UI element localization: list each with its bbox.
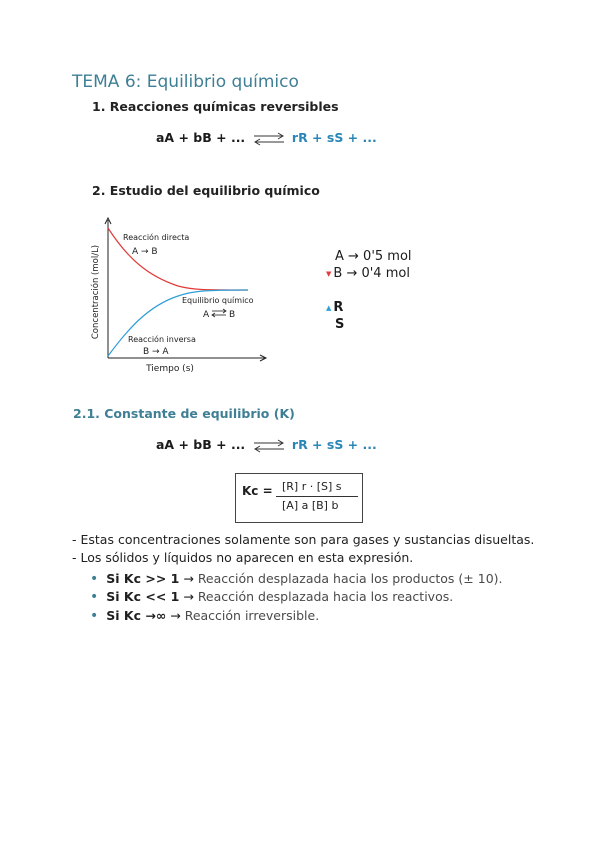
inverse-reaction-label: Reacción inversa — [128, 335, 196, 344]
kc-condition: Si Kc << 1 — [106, 589, 180, 604]
direct-reaction-eq: A → B — [132, 247, 158, 257]
kc-denominator: [A] a [B] b — [282, 499, 339, 512]
bullet-dot-icon: • — [90, 571, 99, 587]
equilibrium-arrows-icon — [252, 439, 286, 453]
kc-formula-box — [235, 473, 363, 523]
reaction-reactants: aA + bB + ... — [156, 130, 246, 145]
y-axis-label: Concentración (mol/L) — [91, 244, 101, 340]
inverse-reaction-eq: B → A — [143, 347, 169, 357]
kc-condition: Si Kc →∞ — [106, 608, 167, 623]
reaction-products: rR + sS + ... — [291, 437, 377, 452]
kc-condition: Si Kc >> 1 — [106, 571, 180, 586]
note-line: - Los sólidos y líquidos no aparecen en esta expresión. — [72, 550, 414, 565]
down-triangle-icon: ▼ — [326, 269, 332, 278]
reversible-reaction-1 — [156, 130, 377, 146]
bullet-dot-icon: • — [90, 608, 99, 624]
reaction-reactants: aA + bB + ... — [156, 437, 246, 452]
equilibrium-eq-right: B — [229, 310, 236, 320]
arrow-icon: → — [170, 608, 181, 623]
up-triangle-icon: ▲ — [326, 303, 332, 312]
equilibrium-small-arrows-icon — [212, 309, 226, 317]
x-axis-label: Tiempo (s) — [146, 364, 194, 374]
kc-numerator: [R] r · [S] s — [282, 480, 342, 493]
section-1-heading: 1. Reacciones químicas reversibles — [92, 99, 339, 114]
moles-r: R — [333, 300, 344, 315]
page-title: TEMA 6: Equilibrio químico — [72, 72, 299, 92]
list-item — [90, 608, 319, 624]
moles-s-row — [335, 317, 344, 332]
reaction-products: rR + sS + ... — [291, 130, 377, 145]
section-2-1-heading: 2.1. Constante de equilibrio (K) — [73, 406, 295, 421]
moles-a: A → 0'5 mol — [335, 249, 412, 264]
equilibrium-label: Equilibrio químico — [182, 296, 254, 305]
equilibrium-graph — [88, 214, 273, 376]
kc-condition-result: Reacción irreversible. — [184, 608, 320, 623]
list-item — [90, 571, 503, 587]
kc-condition-result: Reacción desplazada hacia los reactivos. — [197, 589, 454, 604]
note-line: - Estas concentraciones solamente son para gases y sustancias disueltas. — [72, 532, 535, 547]
kc-label: Kc = — [242, 484, 273, 498]
arrow-icon: → — [183, 571, 194, 586]
bullet-dot-icon: • — [90, 589, 99, 605]
moles-r-row — [326, 300, 343, 315]
arrow-icon: → — [183, 589, 194, 604]
equilibrium-arrows-icon — [252, 132, 286, 146]
section-2-heading: 2. Estudio del equilibrio químico — [92, 183, 320, 198]
reversible-reaction-2 — [156, 437, 377, 453]
moles-b: B → 0'4 mol — [333, 266, 410, 281]
moles-s: S — [335, 317, 345, 332]
list-item — [90, 589, 453, 605]
fraction-bar — [276, 496, 358, 497]
equilibrium-eq-left: A — [203, 310, 210, 320]
kc-condition-result: Reacción desplazada hacia los productos (± 10). — [197, 571, 503, 586]
moles-b-row — [326, 266, 410, 281]
direct-reaction-label: Reacción directa — [123, 233, 190, 242]
